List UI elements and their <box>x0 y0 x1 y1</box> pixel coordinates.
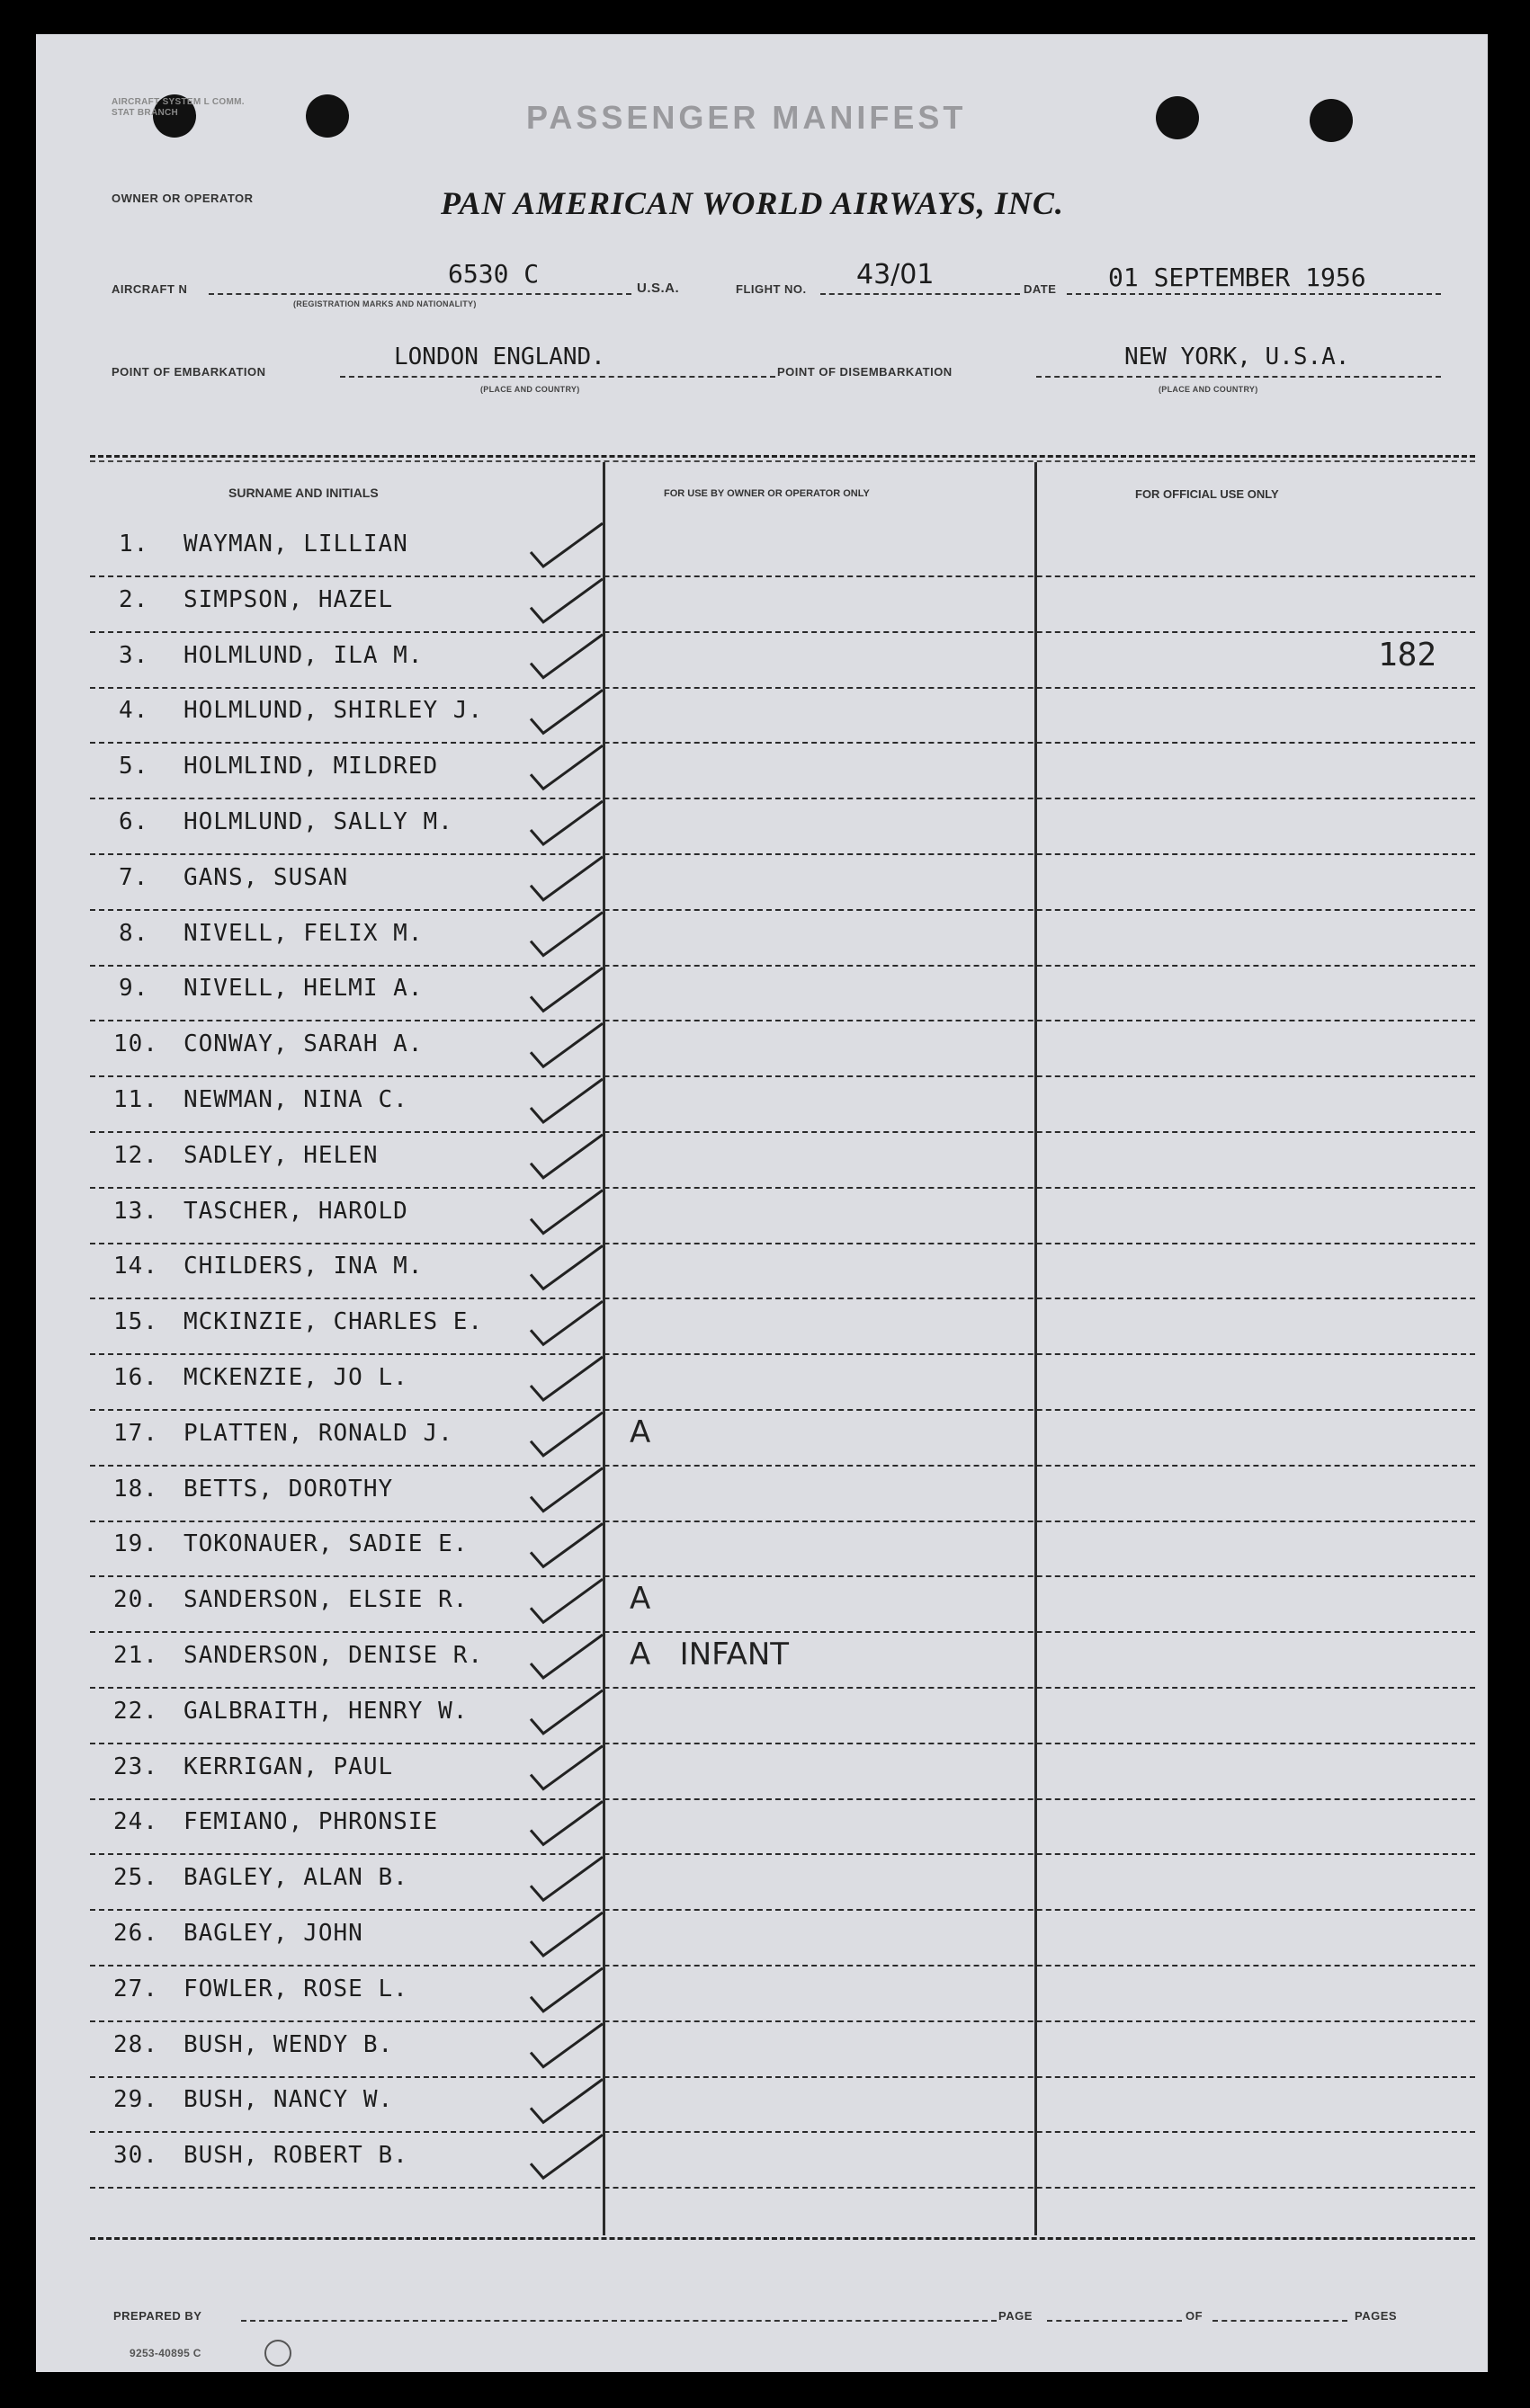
pages-label: PAGES <box>1355 2309 1398 2323</box>
header-owner-use: FOR USE BY OWNER OR OPERATOR ONLY <box>664 488 870 499</box>
aircraft-label: AIRCRAFT N <box>112 282 188 296</box>
row-number: 18. <box>113 1475 158 1503</box>
passenger-name: BETTS, DOROTHY <box>183 1475 394 1503</box>
check-mark <box>531 1357 603 1400</box>
check-mark <box>531 1857 603 1900</box>
passenger-name: CHILDERS, INA M. <box>183 1253 424 1280</box>
row-number: 19. <box>113 1530 158 1558</box>
check-mark <box>531 1301 603 1344</box>
page-label: PAGE <box>998 2309 1033 2323</box>
header-official-use: FOR OFFICIAL USE ONLY <box>1135 487 1279 501</box>
page-line <box>1047 2320 1182 2322</box>
passenger-name: BAGLEY, JOHN <box>183 1920 363 1947</box>
header-surname: SURNAME AND INITIALS <box>228 486 379 500</box>
of-line <box>1212 2320 1347 2322</box>
date-label: DATE <box>1024 282 1057 296</box>
row-number: 12. <box>113 1141 158 1169</box>
company-name: PAN AMERICAN WORLD AIRWAYS, INC. <box>441 185 1064 221</box>
flight-label: FLIGHT NO. <box>736 282 807 296</box>
corner-stamp: AIRCRAFT SYSTEM L COMM. STAT BRANCH <box>112 97 245 118</box>
owner-note: A INFANT <box>630 1637 790 1672</box>
row-number: 7. <box>119 863 149 891</box>
passenger-name: BUSH, NANCY W. <box>183 2086 394 2114</box>
aircraft-value: 6530 C <box>448 259 540 289</box>
official-note: 182 <box>1378 637 1437 673</box>
check-mark <box>531 1079 603 1122</box>
check-mark <box>531 2135 603 2178</box>
row-number: 17. <box>113 1419 158 1447</box>
owner-note: A <box>630 1581 651 1618</box>
passenger-name: BUSH, ROBERT B. <box>183 2142 408 2170</box>
passenger-name: PLATTEN, RONALD J. <box>183 1419 453 1447</box>
aircraft-sub: (REGISTRATION MARKS AND NATIONALITY) <box>293 299 477 308</box>
row-number: 21. <box>113 1642 158 1669</box>
row-number: 27. <box>113 1975 158 2002</box>
passenger-name: NIVELL, HELMI A. <box>183 975 424 1003</box>
passenger-name: CONWAY, SARAH A. <box>183 1030 424 1058</box>
disembark-sub: (PLACE AND COUNTRY) <box>1159 385 1258 394</box>
passenger-name: SANDERSON, ELSIE R. <box>183 1586 469 1614</box>
check-mark <box>531 1135 603 1178</box>
check-mark <box>531 745 603 789</box>
row-number: 26. <box>113 1920 158 1947</box>
passenger-name: BAGLEY, ALAN B. <box>183 1864 408 1892</box>
check-mark <box>531 1579 603 1622</box>
seal-icon <box>264 2340 291 2367</box>
passenger-name: HOLMLUND, ILA M. <box>183 641 424 669</box>
check-mark <box>531 1635 603 1678</box>
row-number: 24. <box>113 1808 158 1836</box>
check-mark <box>531 1746 603 1789</box>
flight-value: 43/01 <box>856 259 935 290</box>
passenger-name: KERRIGAN, PAUL <box>183 1752 394 1780</box>
manifest-title: PASSENGER MANIFEST <box>526 99 967 136</box>
check-mark <box>531 913 603 956</box>
passenger-name: WAYMAN, LILLIAN <box>183 531 408 557</box>
row-number: 11. <box>113 1086 158 1113</box>
passenger-name: TASCHER, HAROLD <box>183 1197 408 1225</box>
form-code: 9253-40895 C <box>130 2347 201 2359</box>
check-mark <box>531 1523 603 1566</box>
embark-sub: (PLACE AND COUNTRY) <box>480 385 580 394</box>
passenger-name: SADLEY, HELEN <box>183 1141 379 1169</box>
passenger-name: NEWMAN, NINA C. <box>183 1086 408 1113</box>
passenger-name: HOLMLUND, SALLY M. <box>183 808 453 835</box>
disembark-label: POINT OF DISEMBARKATION <box>777 365 953 379</box>
passenger-name: BUSH, WENDY B. <box>183 2030 394 2058</box>
check-mark <box>531 1413 603 1456</box>
passenger-name: SIMPSON, HAZEL <box>183 585 394 613</box>
passenger-name: MCKINZIE, CHARLES E. <box>183 1308 484 1336</box>
check-mark <box>531 690 603 733</box>
disembark-value: NEW YORK, U.S.A. <box>1124 343 1350 370</box>
check-mark <box>531 2024 603 2067</box>
check-mark <box>531 1690 603 1734</box>
passenger-name: FOWLER, ROSE L. <box>183 1975 408 2002</box>
row-number: 25. <box>113 1864 158 1892</box>
row-number: 13. <box>113 1197 158 1225</box>
check-mark <box>531 579 603 622</box>
prepared-line <box>241 2320 997 2322</box>
check-mark <box>531 635 603 678</box>
check-mark <box>531 968 603 1011</box>
row-number: 4. <box>119 697 149 725</box>
passenger-name: TOKONAUER, SADIE E. <box>183 1530 469 1558</box>
row-number: 6. <box>119 808 149 835</box>
row-number: 5. <box>119 753 149 780</box>
passenger-name: HOLMLUND, SHIRLEY J. <box>183 697 484 725</box>
check-mark <box>531 801 603 844</box>
row-number: 23. <box>113 1752 158 1780</box>
passenger-name: MCKENZIE, JO L. <box>183 1364 408 1391</box>
check-mark <box>531 1191 603 1234</box>
usa-label: U.S.A. <box>637 281 680 296</box>
row-number: 3. <box>119 641 149 669</box>
check-mark <box>531 1023 603 1066</box>
passenger-name: HOLMLIND, MILDRED <box>183 753 439 780</box>
check-mark <box>531 857 603 900</box>
passenger-name: NIVELL, FELIX M. <box>183 919 424 947</box>
check-mark <box>531 1468 603 1512</box>
owner-label: OWNER OR OPERATOR <box>112 192 254 205</box>
date-value: 01 SEPTEMBER 1956 <box>1108 263 1366 292</box>
row-number: 1. <box>119 531 149 557</box>
owner-note: A <box>630 1414 651 1450</box>
passenger-name: SANDERSON, DENISE R. <box>183 1642 484 1669</box>
check-mark <box>531 2079 603 2122</box>
row-number: 10. <box>113 1030 158 1058</box>
embark-value: LONDON ENGLAND. <box>394 343 605 370</box>
row-number: 14. <box>113 1253 158 1280</box>
row-number: 2. <box>119 585 149 613</box>
row-number: 9. <box>119 975 149 1003</box>
row-number: 29. <box>113 2086 158 2114</box>
row-number: 22. <box>113 1697 158 1725</box>
row-number: 20. <box>113 1586 158 1614</box>
check-mark <box>531 1245 603 1289</box>
prepared-label: PREPARED BY <box>113 2309 202 2323</box>
row-number: 28. <box>113 2030 158 2058</box>
check-mark <box>531 1968 603 2011</box>
row-number: 8. <box>119 919 149 947</box>
passenger-name: GALBRAITH, HENRY W. <box>183 1697 469 1725</box>
of-label: OF <box>1186 2309 1203 2323</box>
check-mark <box>531 1913 603 1956</box>
check-mark <box>531 1801 603 1844</box>
passenger-name: GANS, SUSAN <box>183 863 349 891</box>
row-number: 15. <box>113 1308 158 1336</box>
row-number: 30. <box>113 2142 158 2170</box>
check-mark <box>531 523 603 566</box>
row-number: 16. <box>113 1364 158 1391</box>
passenger-name: FEMIANO, PHRONSIE <box>183 1808 439 1836</box>
embark-label: POINT OF EMBARKATION <box>112 365 266 379</box>
